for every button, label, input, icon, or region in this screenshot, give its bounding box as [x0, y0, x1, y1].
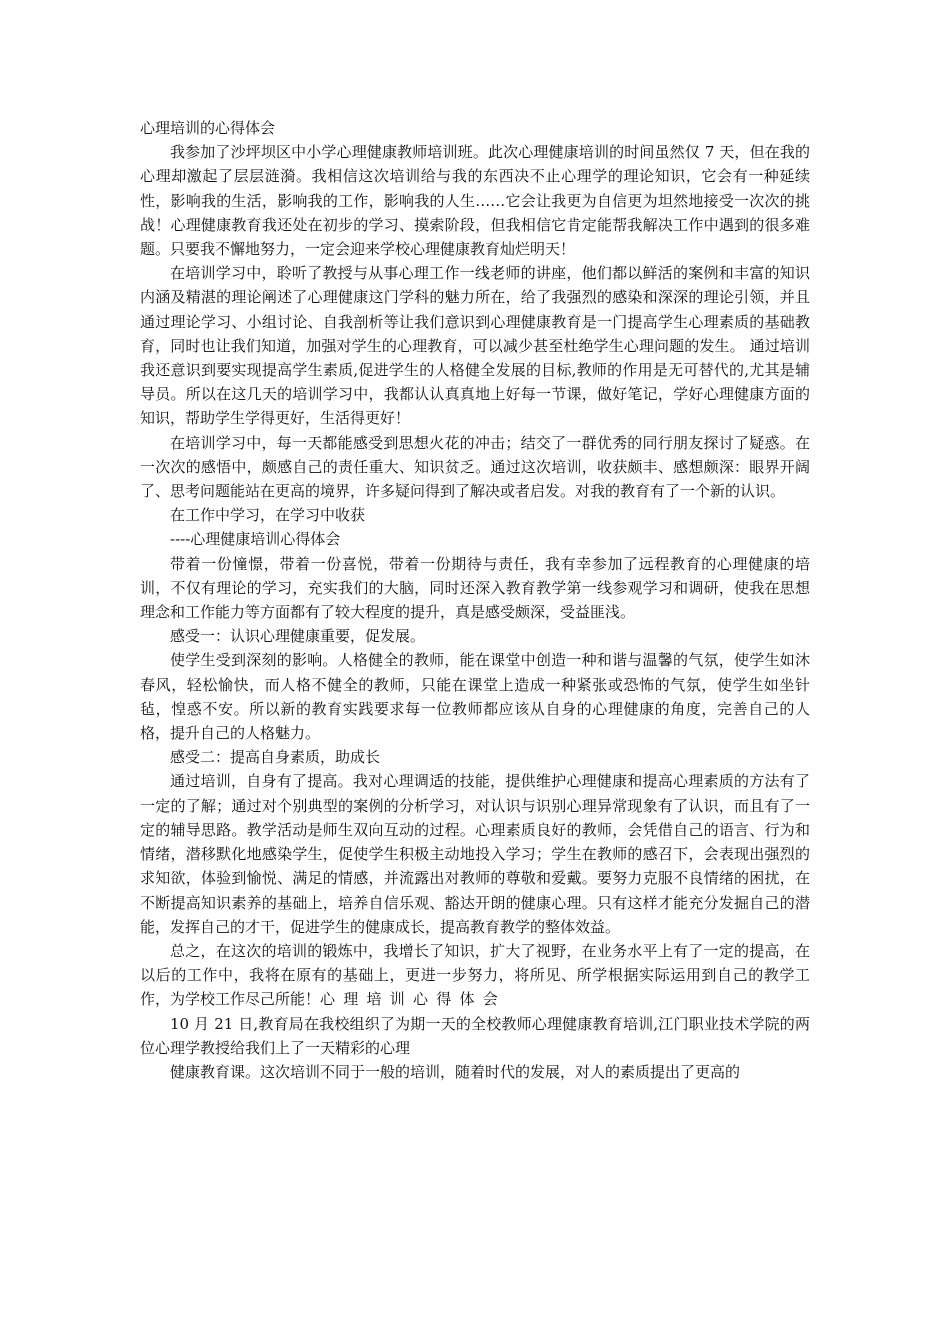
paragraph: 我参加了沙坪坝区中小学心理健康教师培训班。此次心理健康培训的时间虽然仅 7 天，但在我的心理却激起了层层涟漪。我相信这次培训给与我的东西决不止心理学的理论知识，它会有一种延续性，影响我的生活，影响我的工作，影响我的人生……它会让我更为自信更为坦然地接受一次次的挑战！心理健康教育我还处在初步的学习、摸索阶段，但我相信它肯定能帮我解决工作中遇到的很多难题。只要我不懈地努力，一定会迎来学校心理健康教育灿烂明天！	[140, 143, 810, 259]
paragraph: 带着一份憧憬，带着一份喜悦，带着一份期待与责任，我有幸参加了远程教育的心理健康的培训，不仅有理论的学习，充实我们的大脑，同时还深入教育教学第一线参观学习和调研，使我在思想理念和工作能力等方面都有了较大程度的提升，真是感受颇深，受益匪浅。	[140, 554, 810, 622]
paragraph: 在培训学习中，聆听了教授与从事心理工作一线老师的讲座，他们都以鲜活的案例和丰富的知识内涵及精湛的理论阐述了心理健康这门学科的魅力所在，给了我强烈的感染和深深的理论引领，并且通过理论学习、小组讨论、自我剖析等让我们意识到心理健康教育是一门提高学生心理素质的基础教育，同时也让我们知道，加强对学生的心理教育，可以减少甚至杜绝学生心理问题的发生。 通过培训我还意识到要实现提高学生素质,促进学生的人格健全发展的目标,教师的作用是无可替代的,尤其是辅导员。所以在这几天的培训学习中，我都认认真真地上好每一节课，做好笔记，学好心理健康方面的知识，帮助学生学得更好，生活得更好！	[140, 264, 810, 428]
point-heading: 感受一：认识心理健康重要，促发展。	[170, 627, 426, 646]
paragraph-text: 总之，在这次的培训的锻炼中，我增长了知识，扩大了视野，在业务水平上有了一定的提高，在以后的工作中，我将在原有的基础上，更进一步努力，将所见、所学根据实际运用到自己的教学工作，为学校工作尽己所能！	[140, 941, 810, 1009]
section-subtitle: ----心理健康培训心得体会	[170, 530, 341, 549]
paragraph: 通过培训，自身有了提高。我对心理调适的技能，提供维护心理健康和提高心理素质的方法有了一定的了解；通过对个别典型的案例的分析学习，对认识与识别心理异常现象有了认识，而且有了一定的辅导思路。教学活动是师生双向互动的过程。心理素质良好的教师，会凭借自己的语言、行为和情绪，潜移默化地感染学生，促使学生积极主动地投入学习；学生在教师的感召下，会表现出强烈的求知欲，体验到愉悦、满足的情感，并流露出对教师的尊敬和爱戴。要努力克服不良情绪的困扰，在不断提高知识素养的基础上，培养自信乐观、豁达开朗的健康心理。只有这样才能充分发掘自己的潜能，发挥自己的才干，促进学生的健康成长，提高教育教学的整体效益。	[140, 772, 810, 936]
document-page	[140, 116, 810, 1084]
inline-heading: 心理培训心得体会	[320, 990, 507, 1009]
paragraph	[140, 939, 810, 1012]
paragraph: 10 月 21 日,教育局在我校组织了为期一天的全校教师心理健康教育培训,江门职业技术学院的两位心理学教授给我们上了一天精彩的心理	[140, 1014, 810, 1057]
paragraph: 在培训学习中，每一天都能感受到思想火花的冲击；结交了一群优秀的同行朋友探讨了疑惑。在一次次的感悟中，颇感自己的责任重大、知识贫乏。通过这次培训，收获颇丰、感想颇深：眼界开阔了、思考问题能站在更高的境界，许多疑问得到了解决或者启发。对我的教育有了一个新的认识。	[140, 433, 810, 501]
point-heading: 感受二：提高自身素质，助成长	[170, 748, 381, 767]
section-heading: 在工作中学习，在学习中收获	[170, 506, 366, 525]
paragraph: 使学生受到深刻的影响。人格健全的教师，能在课堂中创造一种和谐与温馨的气氛，使学生如沐春风，轻松愉快，而人格不健全的教师，只能在课堂上造成一种紧张或恐怖的气氛，使学生如坐针毡，惶惑不安。所以新的教育实践要求每一位教师都应该从自身的心理健康的角度，完善自己的人格，提升自己的人格魅力。	[140, 651, 810, 743]
document-title: 心理培训的心得体会	[140, 119, 276, 137]
paragraph: 健康教育课。这次培训不同于一般的培训，随着时代的发展，对人的素质提出了更高的	[170, 1062, 741, 1081]
